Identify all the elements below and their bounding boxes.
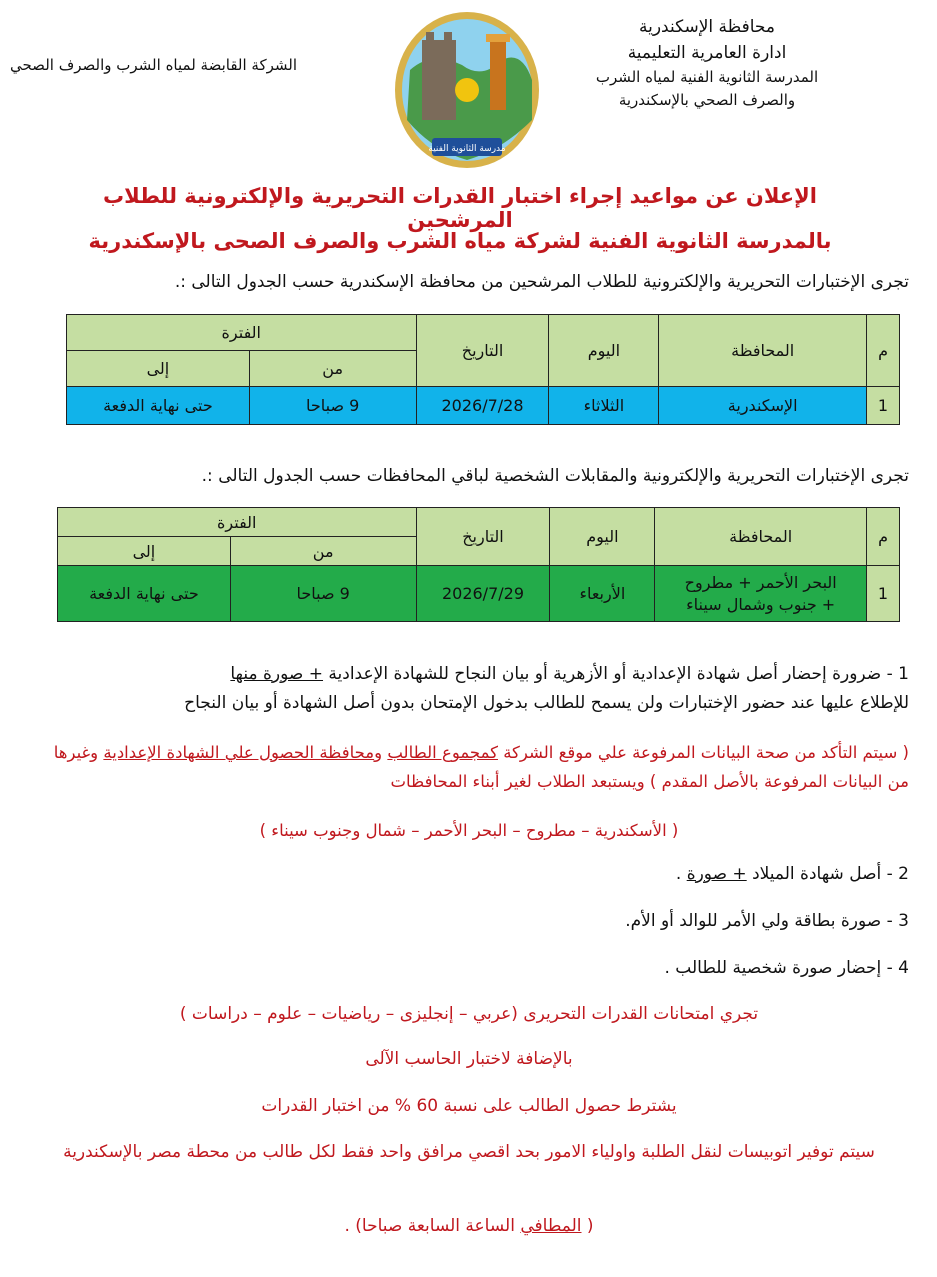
meeting-time bbox=[29, 1212, 909, 1241]
cell-day: الأربعاء bbox=[550, 566, 655, 622]
intro-other-governorates: تجرى الإختبارات التحريرية والإلكترونية والمقابلات الشخصية لباقي المحافظات حسب الجدول التالى :. bbox=[201, 466, 909, 486]
school-name-line2: والصرف الصحي بالإسكندرية bbox=[618, 91, 796, 109]
header-date: التاريخ bbox=[416, 315, 549, 387]
requirement-3: 3 - صورة بطاقة ولي الأمر للوالد أو الأم. bbox=[625, 911, 909, 931]
cell-from: 9 صباحا bbox=[230, 566, 416, 622]
cell-from: 9 صباحا bbox=[249, 387, 416, 425]
cell-to: حتى نهاية الدفعة bbox=[58, 566, 231, 622]
note-total: كمجموع الطالب bbox=[387, 743, 498, 762]
pass-condition: يشترط حصول الطالب على نسبة 60 % من اختبار القدرات bbox=[261, 1096, 677, 1116]
exam-subjects: تجري امتحانات القدرات التحريرى (عربي – إنجليزى – رياضيات – علوم – دراسات ) bbox=[179, 1004, 759, 1024]
logo-text: مدرسة الثانوية الفنية bbox=[428, 144, 506, 154]
note-text-e: وغيرها من البيانات المرفوعة بالأصل المقدم ) ويستبعد الطلاب لغير أبناء المحافظات bbox=[53, 743, 909, 791]
table-row bbox=[67, 387, 900, 425]
governorate-label: محافظة الإسكندرية bbox=[638, 17, 775, 37]
cell-day: الثلاثاء bbox=[549, 387, 659, 425]
requirement-1-detail: للإطلاع عليها عند حضور الإختبارات ولن يسمح للطالب بدخول الإمتحان بدون أصل الشهادة أو بيان النجاح bbox=[184, 693, 909, 713]
note-governorate-cert: محافظة الحصول علي الشهادة الإعدادية bbox=[103, 743, 375, 762]
header-governorate: المحافظة bbox=[659, 315, 867, 387]
schedule-table-alexandria bbox=[66, 314, 900, 425]
cell-num: 1 bbox=[867, 566, 900, 622]
header-right-block bbox=[537, 14, 877, 112]
cell-governorate-line2: + جنوب وشمال سيناء bbox=[686, 594, 836, 614]
header-period: الفترة bbox=[67, 315, 417, 351]
requirement-4: 4 - إحضار صورة شخصية للطالب . bbox=[664, 958, 909, 978]
table-row bbox=[58, 566, 900, 622]
note-and: و bbox=[374, 743, 388, 762]
meeting-time-text: الساعة السابعة صباحا) . bbox=[344, 1216, 521, 1236]
verification-note bbox=[29, 738, 909, 796]
header-period: الفترة bbox=[58, 508, 417, 537]
requirement-2-text: 2 - أصل شهادة الميلاد bbox=[746, 864, 909, 884]
bus-notice: سيتم توفير اتوبيسات لنقل الطلبة واولياء الامور بحد اقصي مرافق واحد فقط لكل طالب من محطة مصر بالإسكندرية bbox=[63, 1142, 875, 1162]
cell-to: حتى نهاية الدفعة bbox=[67, 387, 250, 425]
allowed-governorates: ( الأسكندرية – مطروح – البحر الأحمر – شمال وجنوب سيناء ) bbox=[259, 821, 679, 840]
cell-date: 2026/7/29 bbox=[416, 566, 550, 622]
meeting-time-open: ( bbox=[581, 1216, 594, 1236]
header-num: م bbox=[867, 315, 900, 387]
cell-num: 1 bbox=[867, 387, 900, 425]
announcement-title-line2: بالمدرسة الثانوية الفنية لشركة مياه الشرب والصرف الصحى بالإسكندرية bbox=[88, 229, 832, 253]
header-from: من bbox=[249, 351, 416, 387]
school-name-line1: المدرسة الثانوية الفنية لمياه الشرب bbox=[595, 68, 819, 86]
cell-governorate-line1: البحر الأحمر + مطروح bbox=[684, 572, 837, 592]
note-text-a: ( سيتم التأكد من صحة البيانات المرفوعة علي موقع الشركة bbox=[497, 743, 909, 762]
cell-date: 2026/7/28 bbox=[416, 387, 549, 425]
meeting-point: المطافي bbox=[520, 1216, 582, 1236]
intro-alexandria: تجرى الإختبارات التحريرية والإلكترونية للطلاب المرشحين من محافظة الإسكندرية حسب الجدول التالى :. bbox=[174, 272, 909, 292]
header-day: اليوم bbox=[549, 315, 659, 387]
header-date: التاريخ bbox=[416, 508, 550, 566]
header-num: م bbox=[867, 508, 900, 566]
holding-company-label: الشركة القابضة لمياه الشرب والصرف الصحي bbox=[10, 56, 297, 74]
requirement-1-copy: + صورة منها bbox=[230, 664, 324, 684]
header-governorate: المحافظة bbox=[655, 508, 867, 566]
requirement-2-copy: + صورة bbox=[686, 864, 747, 884]
cell-governorate: الإسكندرية bbox=[659, 387, 867, 425]
requirement-2 bbox=[29, 860, 909, 889]
directorate-label: ادارة العامرية التعليمية bbox=[627, 43, 787, 63]
announcement-title-line1: الإعلان عن مواعيد إجراء اختبار القدرات التحريرية والإلكترونية للطلاب المرشحين bbox=[103, 184, 817, 232]
requirement-1-text: 1 - ضرورة إحضار أصل شهادة الإعدادية أو الأزهرية أو بيان النجاح للشهادة الإعدادية bbox=[323, 664, 909, 684]
cell-governorate bbox=[655, 566, 867, 622]
requirement-2-dot: . bbox=[675, 864, 687, 884]
header-from: من bbox=[230, 537, 416, 566]
header-to: إلى bbox=[67, 351, 250, 387]
schedule-table-other bbox=[57, 507, 900, 622]
header-to: إلى bbox=[58, 537, 231, 566]
computer-test: بالإضافة لاختبار الحاسب الآلى bbox=[365, 1049, 573, 1069]
school-logo bbox=[392, 10, 542, 170]
header-day: اليوم bbox=[550, 508, 655, 566]
requirement-1 bbox=[29, 660, 909, 718]
